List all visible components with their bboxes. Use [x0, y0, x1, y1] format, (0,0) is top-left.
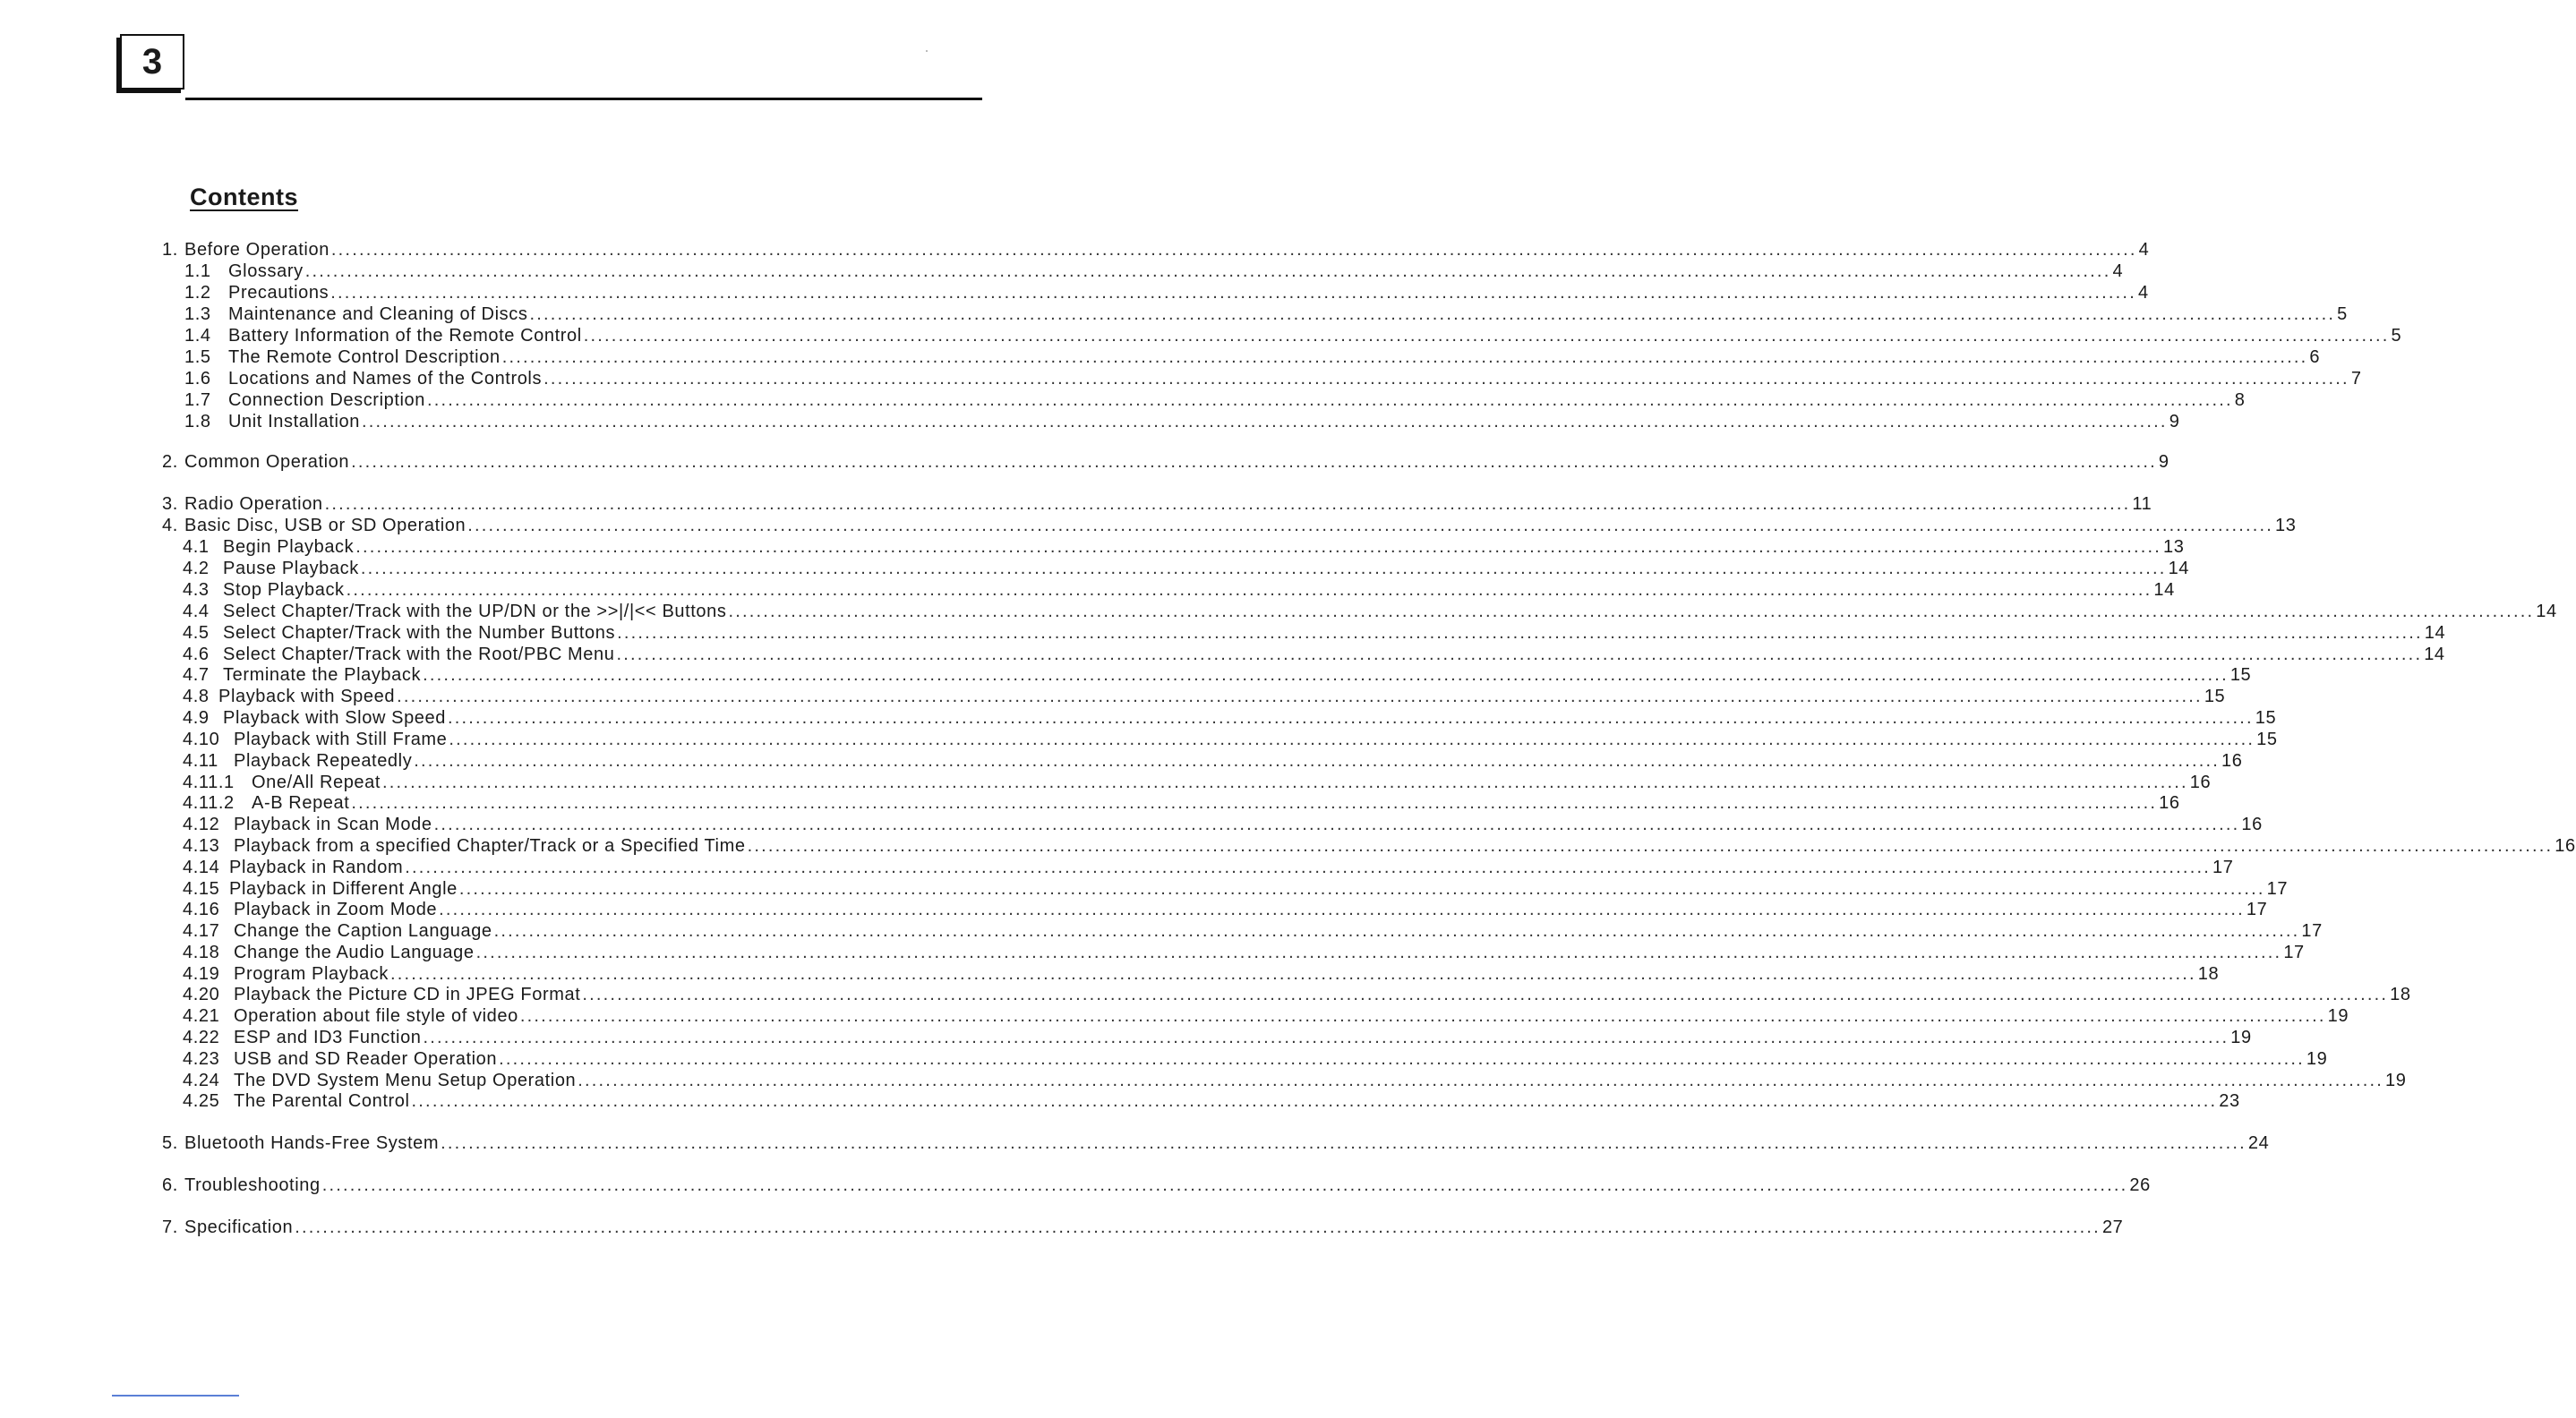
toc-leader-dots: ....................................................................................................................................................................................................................................................................: [519, 1006, 2326, 1026]
toc-leader-dots: ....................................................................................................................................................................................................................................................................: [321, 1175, 2128, 1195]
toc-entry-label: Playback in Random: [229, 858, 404, 877]
toc-entry-label: Playback with Slow Speed: [223, 708, 446, 728]
toc-leader-dots: ....................................................................................................................................................................................................................................................................: [405, 858, 2211, 877]
bottom-link-underline: [112, 1395, 239, 1397]
toc-entry-number: 1.5: [184, 347, 211, 367]
toc-entry-label: Unit Installation: [228, 412, 360, 431]
toc-entry-number: 1.3: [184, 304, 211, 324]
toc-entry-label: Playback in Scan Mode: [234, 815, 432, 834]
toc-entry[interactable]: [184, 283, 2149, 304]
toc-entry-page: 14: [2424, 623, 2446, 643]
toc-entry-label: Bluetooth Hands-Free System: [184, 1133, 440, 1153]
toc-leader-dots: ....................................................................................................................................................................................................................................................................: [458, 879, 2265, 899]
toc-leader-dots: ....................................................................................................................................................................................................................................................................: [449, 730, 2255, 749]
toc-entry-page: 19: [2385, 1071, 2407, 1090]
toc-entry[interactable]: [184, 261, 2124, 283]
toc-entry-label: The DVD System Menu Setup Operation: [234, 1071, 577, 1090]
toc-entry-page: 9: [2169, 412, 2180, 431]
toc-leader-dots: ....................................................................................................................................................................................................................................................................: [578, 1071, 2384, 1090]
toc-entry-page: 4: [2137, 283, 2149, 303]
toc-entry[interactable]: [184, 412, 2180, 433]
toc-entry-page: 16: [2555, 836, 2576, 856]
toc-entry-number: 4.18: [183, 943, 220, 962]
toc-entry-number: 4.11: [183, 751, 218, 771]
toc-entry-label: Glossary: [228, 261, 304, 281]
toc-entry-page: 27: [2101, 1217, 2124, 1237]
toc-entry[interactable]: [162, 452, 2169, 474]
toc-leader-dots: ....................................................................................................................................................................................................................................................................: [361, 412, 2168, 431]
toc-entry[interactable]: [183, 815, 2263, 836]
toc-entry-number: 4.13: [183, 836, 220, 856]
toc-leader-dots: ....................................................................................................................................................................................................................................................................: [355, 537, 2161, 557]
toc-entry-number: 4.6: [183, 645, 210, 664]
toc-entry-label: Playback the Picture CD in JPEG Format: [234, 985, 581, 1004]
toc-entry-number: 1.: [162, 240, 178, 260]
toc-entry-label: Playback from a specified Chapter/Track or a Specified Time: [234, 836, 746, 856]
toc-entry-label: Specification: [184, 1217, 294, 1237]
toc-entry[interactable]: [162, 1133, 2270, 1155]
toc-entry-page: 15: [2229, 665, 2252, 685]
toc-leader-dots: ....................................................................................................................................................................................................................................................................: [423, 665, 2229, 685]
toc-entry[interactable]: [183, 730, 2278, 751]
toc-leader-dots: ....................................................................................................................................................................................................................................................................: [426, 390, 2233, 410]
toc-entry-number: 1.7: [184, 390, 211, 410]
toc-leader-dots: ....................................................................................................................................................................................................................................................................: [295, 1217, 2101, 1237]
toc-leader-dots: ....................................................................................................................................................................................................................................................................: [441, 1133, 2247, 1153]
toc-entry-page: 16: [2221, 751, 2243, 771]
toc-leader-dots: ....................................................................................................................................................................................................................................................................: [747, 836, 2554, 856]
toc-entry-number: 4.23: [183, 1049, 220, 1069]
toc-entry-number: 4.21: [183, 1006, 220, 1026]
toc-entry-page: 11: [2132, 494, 2152, 514]
toc-leader-dots: ....................................................................................................................................................................................................................................................................: [617, 623, 2423, 643]
toc-entry[interactable]: [162, 1175, 2151, 1197]
toc-leader-dots: ....................................................................................................................................................................................................................................................................: [467, 516, 2273, 535]
toc-entry-page: 7: [2350, 369, 2362, 389]
toc-leader-dots: ....................................................................................................................................................................................................................................................................: [346, 580, 2152, 600]
toc-entry[interactable]: [184, 304, 2348, 326]
toc-entry-number: 4.12: [183, 815, 220, 834]
toc-leader-dots: ....................................................................................................................................................................................................................................................................: [475, 943, 2282, 962]
scan-speck: [926, 50, 928, 52]
toc-leader-dots: ....................................................................................................................................................................................................................................................................: [397, 687, 2203, 706]
contents-title: Contents: [190, 184, 298, 210]
toc-entry[interactable]: [183, 665, 2252, 687]
toc-entry[interactable]: [162, 240, 2150, 261]
toc-entry[interactable]: [162, 1217, 2124, 1239]
toc-leader-dots: ....................................................................................................................................................................................................................................................................: [351, 793, 2158, 813]
toc-leader-dots: ....................................................................................................................................................................................................................................................................: [501, 347, 2308, 367]
toc-leader-dots: ....................................................................................................................................................................................................................................................................: [382, 773, 2188, 792]
toc-entry-page: 15: [2255, 708, 2277, 728]
toc-entry-page: 16: [2241, 815, 2263, 834]
toc-entry-number: 4.11.2: [183, 793, 235, 813]
toc-entry-label: Playback in Zoom Mode: [234, 900, 438, 919]
toc-entry-number: 4.10: [183, 730, 220, 749]
toc-entry-label: Select Chapter/Track with the Number Buttons: [223, 623, 616, 643]
toc-entry-number: 2.: [162, 452, 178, 472]
toc-entry[interactable]: [162, 494, 2152, 516]
toc-leader-dots: ....................................................................................................................................................................................................................................................................: [324, 494, 2131, 514]
toc-entry[interactable]: [184, 369, 2362, 390]
toc-entry[interactable]: [183, 858, 2234, 879]
toc-entry-number: 4.25: [183, 1091, 220, 1111]
toc-entry-label: Change the Audio Language: [234, 943, 475, 962]
toc-entry-page: 17: [2212, 858, 2234, 877]
toc-entry-page: 17: [2283, 943, 2305, 962]
toc-entry-number: 6.: [162, 1175, 178, 1195]
toc-entry-label: One/All Repeat: [252, 773, 381, 792]
toc-entry-label: USB and SD Reader Operation: [234, 1049, 498, 1069]
toc-entry-label: Troubleshooting: [184, 1175, 321, 1195]
toc-entry-label: Begin Playback: [223, 537, 355, 557]
toc-entry-page: 6: [2309, 347, 2321, 367]
toc-entry[interactable]: [183, 943, 2305, 964]
toc-leader-dots: ....................................................................................................................................................................................................................................................................: [351, 452, 2157, 472]
toc-leader-dots: ....................................................................................................................................................................................................................................................................: [360, 559, 2167, 578]
toc-entry-number: 4.24: [183, 1071, 220, 1090]
toc-entry-page: 18: [2197, 964, 2220, 984]
toc-entry[interactable]: [183, 773, 2212, 794]
toc-entry[interactable]: [183, 1091, 2240, 1113]
toc-entry-number: 4.2: [183, 559, 210, 578]
toc-entry-page: 17: [2301, 921, 2323, 941]
toc-leader-dots: ....................................................................................................................................................................................................................................................................: [439, 900, 2245, 919]
toc-entry-page: 19: [2306, 1049, 2328, 1069]
toc-entry[interactable]: [184, 347, 2321, 369]
toc-leader-dots: ....................................................................................................................................................................................................................................................................: [499, 1049, 2305, 1069]
toc-entry-label: Operation about file style of video: [234, 1006, 518, 1026]
toc-entry[interactable]: [183, 559, 2190, 580]
toc-entry-number: 4.17: [183, 921, 220, 941]
toc-entry[interactable]: [183, 687, 2226, 708]
toc-entry-page: 18: [2390, 985, 2411, 1004]
toc-entry-page: 19: [2327, 1006, 2349, 1026]
toc-entry-number: 7.: [162, 1217, 178, 1237]
toc-entry[interactable]: [183, 836, 2576, 858]
toc-entry[interactable]: [183, 793, 2180, 815]
toc-entry[interactable]: [183, 708, 2277, 730]
toc-entry-label: Radio Operation: [184, 494, 323, 514]
toc-entry-label: Playback with Still Frame: [234, 730, 448, 749]
toc-entry-label: Stop Playback: [223, 580, 345, 600]
toc-entry-number: 4.9: [183, 708, 210, 728]
toc-entry-page: 5: [2391, 326, 2402, 346]
toc-entry-number: 1.1: [184, 261, 211, 281]
toc-entry-label: Connection Description: [228, 390, 425, 410]
toc-entry-number: 4.3: [183, 580, 210, 600]
toc-entry[interactable]: [183, 580, 2175, 602]
toc-entry-label: Playback Repeatedly: [234, 751, 413, 771]
toc-entry-label: Common Operation: [184, 452, 350, 472]
toc-entry-label: A-B Repeat: [252, 793, 350, 813]
toc-entry-number: 4.4: [183, 602, 210, 621]
toc-entry[interactable]: [183, 1049, 2328, 1071]
toc-entry-page: 13: [2275, 516, 2297, 535]
toc-entry-number: 1.4: [184, 326, 211, 346]
toc-leader-dots: ....................................................................................................................................................................................................................................................................: [423, 1028, 2229, 1047]
toc-entry-label: Select Chapter/Track with the Root/PBC Menu: [223, 645, 615, 664]
toc-entry-page: 4: [2112, 261, 2124, 281]
toc-leader-dots: ....................................................................................................................................................................................................................................................................: [582, 985, 2389, 1004]
toc-entry-page: 13: [2163, 537, 2185, 557]
toc-entry[interactable]: [183, 985, 2411, 1006]
toc-entry[interactable]: [183, 879, 2289, 901]
toc-leader-dots: ....................................................................................................................................................................................................................................................................: [616, 645, 2423, 664]
toc-entry-label: Pause Playback: [223, 559, 359, 578]
toc-entry[interactable]: [183, 602, 2557, 623]
toc-entry[interactable]: [183, 1028, 2252, 1049]
toc-entry-page: 5: [2337, 304, 2348, 324]
toc-leader-dots: ....................................................................................................................................................................................................................................................................: [583, 326, 2390, 346]
toc-entry-page: 23: [2219, 1091, 2240, 1111]
toc-leader-dots: ....................................................................................................................................................................................................................................................................: [433, 815, 2240, 834]
toc-entry-label: The Remote Control Description: [228, 347, 501, 367]
toc-entry-label: Basic Disc, USB or SD Operation: [184, 516, 466, 535]
toc-leader-dots: ....................................................................................................................................................................................................................................................................: [411, 1091, 2218, 1111]
toc-entry-label: Terminate the Playback: [223, 665, 422, 685]
toc-entry-number: 4.14: [183, 858, 220, 877]
toc-entry-number: 4.19: [183, 964, 220, 984]
toc-leader-dots: ....................................................................................................................................................................................................................................................................: [529, 304, 2336, 324]
toc-entry[interactable]: [183, 751, 2243, 773]
toc-entry-number: 3.: [162, 494, 178, 514]
toc-entry-label: Playback in Different Angle: [229, 879, 458, 899]
toc-entry[interactable]: [183, 1006, 2349, 1028]
toc-entry[interactable]: [183, 921, 2323, 943]
toc-entry-label: Before Operation: [184, 240, 329, 260]
toc-entry-label: Locations and Names of the Controls: [228, 369, 543, 389]
toc-entry-number: 4.22: [183, 1028, 220, 1047]
toc-entry-number: 4.20: [183, 985, 220, 1004]
toc-entry-page: 26: [2129, 1175, 2151, 1195]
toc-entry-label: Precautions: [228, 283, 329, 303]
toc-entry[interactable]: [184, 390, 2246, 412]
toc-entry-page: 15: [2204, 687, 2226, 706]
toc-entry-page: 19: [2230, 1028, 2252, 1047]
toc-leader-dots: ....................................................................................................................................................................................................................................................................: [390, 964, 2196, 984]
toc-entry-number: 1.8: [184, 412, 211, 431]
toc-entry-label: Select Chapter/Track with the UP/DN or the >>|/|<< Buttons: [223, 602, 727, 621]
toc-leader-dots: ....................................................................................................................................................................................................................................................................: [447, 708, 2254, 728]
toc-entry-number: 4.15: [183, 879, 220, 899]
toc-entry-number: 4.11.1: [183, 773, 235, 792]
toc-entry-label: ESP and ID3 Function: [234, 1028, 422, 1047]
toc-entry[interactable]: [183, 964, 2220, 986]
toc-entry-number: 4.: [162, 516, 178, 535]
toc-entry-page: 16: [2159, 793, 2180, 813]
toc-leader-dots: ....................................................................................................................................................................................................................................................................: [304, 261, 2111, 281]
toc-entry-page: 14: [2168, 559, 2190, 578]
toc-entry-label: Maintenance and Cleaning of Discs: [228, 304, 528, 324]
toc-leader-dots: ....................................................................................................................................................................................................................................................................: [543, 369, 2349, 389]
toc-leader-dots: ....................................................................................................................................................................................................................................................................: [493, 921, 2300, 941]
toc-entry[interactable]: [183, 1071, 2407, 1092]
toc-entry-label: Battery Information of the Remote Control: [228, 326, 582, 346]
toc-entry-page: 16: [2189, 773, 2212, 792]
toc-entry-number: 4.1: [183, 537, 210, 557]
toc-entry-page: 15: [2256, 730, 2278, 749]
toc-entry-page: 17: [2266, 879, 2289, 899]
toc-entry-page: 14: [2153, 580, 2175, 600]
toc-leader-dots: ....................................................................................................................................................................................................................................................................: [330, 240, 2137, 260]
toc-entry-number: 4.16: [183, 900, 220, 919]
toc-entry-page: 9: [2158, 452, 2169, 472]
toc-entry[interactable]: [183, 623, 2446, 645]
toc-entry-page: 17: [2246, 900, 2268, 919]
toc-leader-dots: ....................................................................................................................................................................................................................................................................: [330, 283, 2136, 303]
toc-entry-number: 1.2: [184, 283, 211, 303]
toc-entry-page: 4: [2138, 240, 2150, 260]
toc-entry-number: 4.5: [183, 623, 210, 643]
toc-entry-number: 4.7: [183, 665, 210, 685]
toc-entry-page: 14: [2424, 645, 2445, 664]
toc-leader-dots: ....................................................................................................................................................................................................................................................................: [414, 751, 2221, 771]
page-number-badge: 3: [120, 34, 184, 90]
toc-entry[interactable]: [184, 326, 2402, 347]
toc-entry-page: 14: [2536, 602, 2557, 621]
toc-entry-label: Program Playback: [234, 964, 389, 984]
toc-entry-number: 5.: [162, 1133, 178, 1153]
toc-entry[interactable]: [183, 900, 2268, 921]
toc-entry[interactable]: [183, 537, 2185, 559]
header-rule: [185, 98, 982, 100]
toc-leader-dots: ....................................................................................................................................................................................................................................................................: [728, 602, 2535, 621]
toc-entry-label: Change the Caption Language: [234, 921, 492, 941]
toc-entry-label: The Parental Control: [234, 1091, 410, 1111]
toc-entry[interactable]: [162, 516, 2297, 537]
toc-entry-number: 4.8: [183, 687, 210, 706]
toc-entry-page: 24: [2247, 1133, 2270, 1153]
toc-entry-label: Playback with Speed: [218, 687, 396, 706]
toc-entry-number: 1.6: [184, 369, 211, 389]
toc-entry[interactable]: [183, 645, 2445, 666]
toc-entry-page: 8: [2234, 390, 2246, 410]
